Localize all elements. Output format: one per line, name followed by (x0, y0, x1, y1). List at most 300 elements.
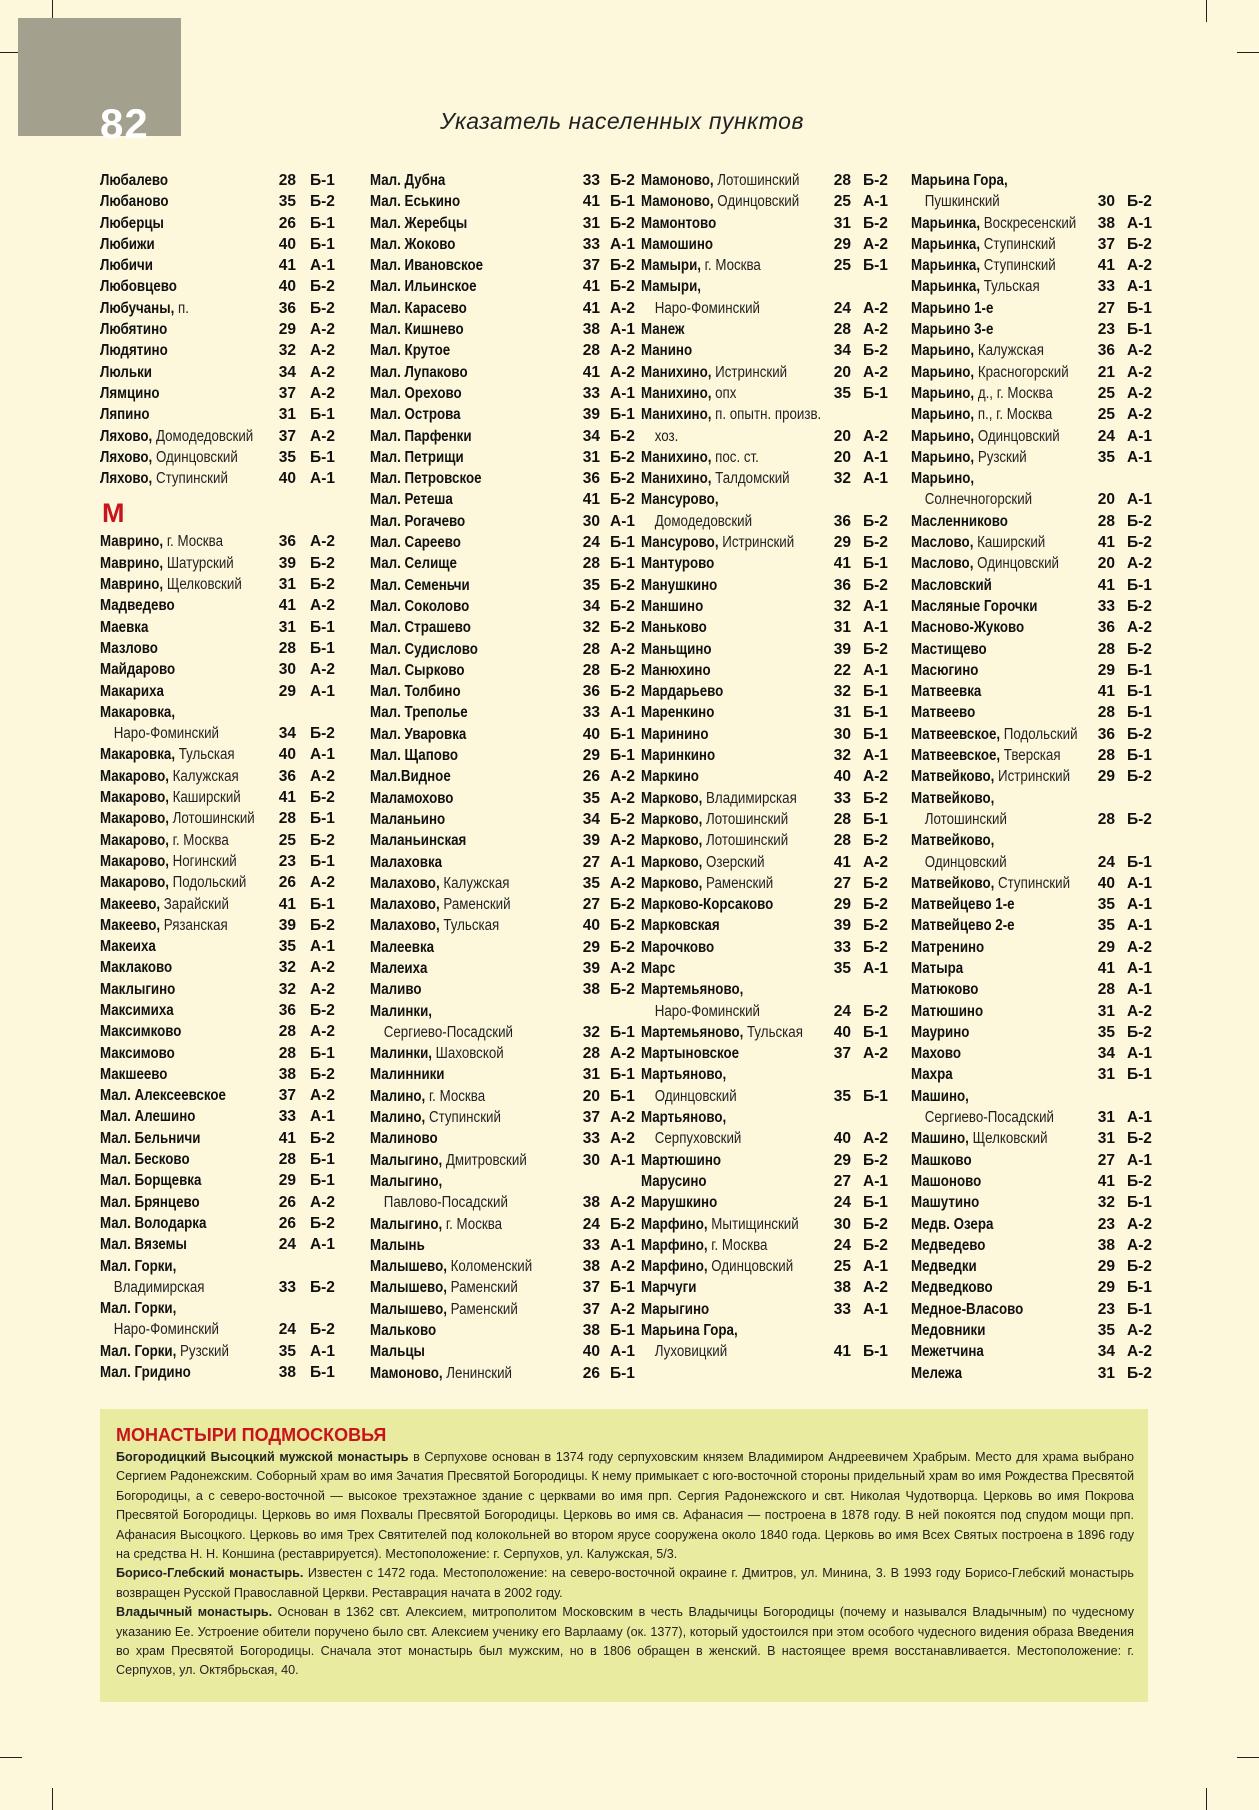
map-page-number: 37 (582, 1109, 600, 1127)
place-name (641, 340, 692, 361)
map-page-number: 33 (582, 172, 600, 189)
place-title: Марфино, (641, 1236, 708, 1254)
index-entry (911, 915, 1161, 936)
map-page-number: 29 (582, 938, 600, 956)
map-grid-square: Б-2 (1127, 768, 1152, 786)
place-title: Мал. Сареево (370, 534, 461, 552)
place-title: Любичи (100, 257, 153, 275)
map-grid-square: Б-1 (610, 534, 635, 552)
map-page-number: 41 (1097, 257, 1115, 275)
place-title: Матвеевка (911, 683, 982, 701)
place-title: Мал. Горки, (100, 1342, 177, 1360)
map-page-number: 36 (1097, 342, 1115, 360)
place-name (370, 1001, 432, 1022)
map-page-number: 27 (833, 874, 851, 892)
map-page-number: 30 (582, 512, 600, 530)
map-page-number: 31 (582, 448, 600, 466)
map-grid-square: Б-1 (863, 1343, 888, 1361)
place-qualifier: Лотошинский (924, 810, 1007, 828)
index-entry (100, 681, 340, 702)
place-name (100, 1234, 187, 1255)
place-name (641, 702, 714, 723)
map-grid-square: Б-2 (610, 491, 635, 509)
index-entry (100, 617, 340, 638)
place-title: Малино, (370, 1087, 426, 1105)
crop-mark (52, 1788, 53, 1810)
map-grid-square: А-1 (863, 747, 888, 765)
index-entry (641, 1192, 897, 1213)
map-page-number: 28 (278, 810, 296, 828)
monasteries-title: МОНАСТЫРИ ПОДМОСКОВЬЯ (116, 1425, 387, 1445)
place-title: Макарово, (100, 789, 169, 807)
place-title: Малино, (370, 1109, 426, 1127)
index-entry (641, 1341, 897, 1362)
map-grid-square: А-1 (610, 384, 635, 402)
index-entry (911, 1064, 1161, 1085)
place-title: Маланьино (370, 810, 446, 828)
map-page-number: 32 (1097, 1194, 1115, 1212)
map-page-number: 20 (833, 363, 851, 381)
map-page-number: 38 (1097, 214, 1115, 232)
place-name (370, 724, 466, 745)
map-grid-square: А-1 (610, 1236, 635, 1254)
map-grid-square: Б-1 (1127, 1194, 1152, 1212)
map-grid-square: А-1 (863, 448, 888, 466)
place-name (370, 298, 467, 319)
place-title: Масново-Жуково (911, 619, 1025, 637)
map-grid-square: Б-1 (310, 1044, 335, 1062)
map-grid-square: А-1 (1127, 278, 1152, 296)
place-name (370, 1064, 445, 1085)
place-name (641, 1150, 721, 1171)
place-name (100, 234, 155, 255)
place-name (100, 1256, 176, 1277)
index-entry (370, 298, 642, 319)
index-entry (370, 1150, 642, 1171)
map-page-number: 36 (278, 533, 296, 551)
map-grid-square: А-2 (863, 363, 888, 381)
place-name (370, 681, 461, 702)
place-qualifier: Павлово-Посадский (383, 1194, 508, 1212)
map-grid-square: Б-2 (1127, 235, 1152, 253)
place-name (641, 681, 723, 702)
place-name (100, 851, 237, 872)
place-title: Мал. Володарка (100, 1214, 207, 1232)
index-entry (911, 830, 1161, 851)
place-name (370, 511, 465, 532)
map-page-number: 28 (278, 1044, 296, 1062)
map-grid-square: А-2 (863, 1279, 888, 1297)
map-page-number: 32 (833, 597, 851, 615)
place-title: Малиново (370, 1130, 438, 1148)
place-name (641, 383, 736, 404)
map-page-number: 28 (833, 810, 851, 828)
map-grid-square: А-2 (863, 299, 888, 317)
index-entry (100, 1362, 340, 1383)
place-title: Макаровка, (100, 703, 176, 721)
index-entry (370, 681, 642, 702)
index-entry (911, 852, 1161, 873)
map-page-number: 36 (833, 512, 851, 530)
map-page-number: 31 (582, 214, 600, 232)
place-name (370, 553, 457, 574)
map-page-number: 28 (582, 640, 600, 658)
index-entry (100, 702, 340, 723)
map-grid-square: Б-2 (310, 299, 335, 317)
map-grid-square: А-2 (310, 427, 335, 445)
index-entry (641, 170, 897, 191)
place-qualifier: Домодедовский (155, 427, 254, 445)
place-name (911, 1277, 993, 1298)
index-entry (641, 639, 897, 660)
map-page-number: 30 (278, 661, 296, 679)
place-title: Мардарьево (641, 683, 724, 701)
place-title: Мал. Крутое (370, 342, 451, 360)
place-name (911, 660, 978, 681)
map-page-number: 41 (1097, 683, 1115, 701)
index-entry (100, 468, 340, 489)
map-grid-square: А-2 (1127, 363, 1152, 381)
index-entry (641, 1086, 897, 1107)
place-name (370, 1086, 485, 1107)
map-page-number: 41 (833, 1343, 851, 1361)
map-page-number: 41 (1097, 576, 1115, 594)
index-entry (641, 915, 897, 936)
place-title: Любовцево (100, 278, 177, 296)
place-name (100, 362, 152, 383)
map-page-number: 39 (582, 959, 600, 977)
index-entry (641, 1001, 897, 1022)
index-entry (911, 1043, 1161, 1064)
place-title: Мальково (370, 1322, 437, 1340)
map-page-number: 40 (278, 278, 296, 296)
map-grid-square: Б-1 (310, 1151, 335, 1169)
place-name (100, 787, 241, 808)
place-title: Масляные Горочки (911, 597, 1038, 615)
place-title: Мал. Треполье (370, 704, 468, 722)
map-grid-square: Б-2 (863, 917, 888, 935)
place-name (100, 468, 228, 489)
place-name (100, 1213, 206, 1234)
map-grid-square: А-2 (310, 959, 335, 977)
index-entry (370, 1022, 642, 1043)
map-page-number: 24 (582, 534, 600, 552)
index-entry (370, 553, 642, 574)
map-page-number: 41 (278, 597, 296, 615)
map-grid-square: А-2 (310, 1193, 335, 1211)
place-name (370, 894, 511, 915)
place-name (100, 255, 153, 276)
place-title: Мамонтово (641, 214, 717, 232)
place-qualifier: Ступинский (998, 874, 1071, 892)
place-title: Марьино, (911, 448, 975, 466)
map-grid-square: Б-1 (610, 1364, 635, 1382)
index-entry (370, 958, 642, 979)
map-page-number: 28 (278, 1023, 296, 1041)
place-title: Мартемьяново, (641, 1023, 744, 1041)
place-name (911, 447, 1027, 468)
map-grid-square: Б-2 (610, 917, 635, 935)
map-page-number: 39 (582, 406, 600, 424)
place-name (641, 745, 715, 766)
place-name (911, 1214, 993, 1235)
index-entry (370, 575, 642, 596)
place-name (370, 1256, 532, 1277)
map-grid-square: Б-1 (863, 1194, 888, 1212)
monastery-name: Богородицкий Высоцкий мужской монастырь (116, 1450, 409, 1464)
place-title: Малинки, (370, 1045, 432, 1063)
map-page-number: 33 (833, 1300, 851, 1318)
place-name (641, 404, 821, 425)
index-entry (911, 937, 1161, 958)
map-grid-square: А-1 (863, 661, 888, 679)
place-name (911, 1235, 985, 1256)
place-name (641, 788, 797, 809)
place-name (911, 702, 975, 723)
place-title: Межетчина (911, 1343, 984, 1361)
map-grid-square: А-2 (610, 768, 635, 786)
place-title: Матренино (911, 938, 985, 956)
index-entry (641, 383, 897, 404)
map-grid-square: Б-2 (610, 896, 635, 914)
index-entry (911, 489, 1161, 510)
index-column-3 (641, 170, 897, 1363)
place-name (911, 553, 1059, 574)
index-entry (370, 213, 642, 234)
index-entry (911, 596, 1161, 617)
map-grid-square: А-2 (863, 1130, 888, 1148)
map-grid-square: Б-1 (1127, 321, 1152, 339)
map-grid-square: Б-1 (863, 704, 888, 722)
index-entry (100, 1319, 340, 1340)
place-name (641, 1299, 709, 1320)
index-entry (370, 873, 642, 894)
place-name (370, 575, 470, 596)
index-entry (370, 191, 642, 212)
place-name (911, 468, 974, 489)
place-name (641, 298, 760, 319)
index-entry (641, 276, 897, 297)
map-page-number: 37 (278, 384, 296, 402)
monastery-description: в Серпухове основан в 1374 году серпуховским князем Владимиром Андреевичем Храбрым. Место для храма выбрано Сергием Радонежским. Соборный храм во имя Зачатия Пресвятой Богородицы. К нему примыкает с юго-восточной стороны придельный храм во имя Рождества Пресвятой Богородицы, а с северо-восточной — высокое трехэтажное здание с церквами во имя прп. Сергия Радонежского и свт. Николая Чудотворца. Церковь во имя Покрова Пресвятой Богородицы. Церковь во имя Похвалы Пресвятой Богородицы. Церковь во имя св. Афанасия — построена в 1878 году. В ней покоятся под спудом мощи прп. Афанасия Высоцкого. Церковь во имя Трех Святителей под колокольней во втором ярусе сооружена около 1840 года. Церковь во имя Всех Святых построена в 1896 году на средства Н. Н. Коншина (реставрируется). Местоположение: г. Серпухов, ул. Калужская, 5/3. (116, 1450, 1134, 1562)
place-title: Майдарово (100, 661, 176, 679)
place-name (100, 1000, 174, 1021)
map-page-number: 35 (833, 384, 851, 402)
place-name (100, 1043, 175, 1064)
place-title: Малышево, (370, 1300, 447, 1318)
map-grid-square: А-2 (610, 299, 635, 317)
index-entry (641, 1235, 897, 1256)
map-grid-square: Б-1 (863, 725, 888, 743)
map-grid-square: Б-1 (1127, 661, 1152, 679)
map-grid-square: А-2 (310, 363, 335, 381)
index-entry (911, 1363, 1161, 1384)
map-grid-square: А-2 (863, 235, 888, 253)
place-name (100, 383, 160, 404)
map-grid-square: А-2 (1127, 619, 1152, 637)
map-page-number: 41 (582, 278, 600, 296)
map-grid-square: А-2 (610, 789, 635, 807)
index-entry (100, 872, 340, 893)
map-grid-square: А-2 (610, 640, 635, 658)
place-name (911, 1320, 985, 1341)
place-name (370, 362, 468, 383)
place-name (911, 426, 1060, 447)
map-grid-square: А-1 (1127, 448, 1152, 466)
place-title: Матвейково, (911, 874, 995, 892)
index-entry (370, 1001, 642, 1022)
index-entry (100, 830, 340, 851)
map-grid-square: А-2 (1127, 555, 1152, 573)
map-grid-square: А-1 (1127, 427, 1152, 445)
place-name (641, 1277, 696, 1298)
place-title: Манеж (641, 321, 685, 339)
place-qualifier: Калужская (977, 342, 1044, 360)
index-entry (100, 744, 340, 765)
place-title: Машино, (911, 1087, 969, 1105)
place-name (911, 1171, 981, 1192)
map-grid-square: Б-2 (863, 342, 888, 360)
map-grid-square: Б-2 (310, 278, 335, 296)
map-page-number: 41 (1097, 534, 1115, 552)
map-page-number: 27 (582, 896, 600, 914)
map-grid-square: Б-2 (610, 278, 635, 296)
place-qualifier: опх (715, 384, 737, 402)
place-name (641, 979, 743, 1000)
place-name (100, 936, 156, 957)
place-qualifier: Истринский (715, 363, 788, 381)
map-page-number: 34 (582, 597, 600, 615)
map-grid-square: А-1 (310, 938, 335, 956)
map-grid-square: Б-2 (1127, 1023, 1152, 1041)
place-title: Медведево (911, 1236, 986, 1254)
index-entry (370, 383, 642, 404)
place-name (370, 852, 442, 873)
map-page-number: 33 (1097, 278, 1115, 296)
index-entry (641, 1043, 897, 1064)
place-title: Мамошино (641, 235, 714, 253)
place-title: Мартьяново, (641, 1109, 727, 1127)
map-page-number: 41 (582, 299, 600, 317)
map-grid-square: Б-2 (1127, 597, 1152, 615)
place-title: Марьино, (911, 427, 975, 445)
map-page-number: 38 (1097, 1236, 1115, 1254)
index-entry (100, 1277, 340, 1298)
map-page-number: 38 (833, 1279, 851, 1297)
map-page-number: 26 (278, 874, 296, 892)
index-entry (100, 1298, 340, 1319)
map-page-number: 31 (833, 704, 851, 722)
place-qualifier: Мытищинский (711, 1215, 799, 1233)
place-qualifier: г. Москва (711, 1236, 768, 1254)
place-name (641, 617, 707, 638)
map-grid-square: А-1 (310, 470, 335, 488)
place-name (911, 1363, 962, 1384)
place-title: Марьино, (911, 470, 975, 488)
crop-mark (0, 1757, 22, 1758)
place-title: Марочково (641, 938, 715, 956)
place-name (100, 723, 219, 744)
place-name (911, 809, 1007, 830)
place-name (100, 276, 177, 297)
place-title: Мал. Уваровка (370, 725, 467, 743)
place-name (100, 915, 228, 936)
index-entry (100, 723, 340, 744)
index-entry (370, 255, 642, 276)
place-qualifier: Ступинский (428, 1109, 501, 1127)
place-qualifier: Домодедовский (654, 512, 753, 530)
index-entry (641, 681, 897, 702)
map-page-number: 39 (833, 640, 851, 658)
place-title: Марьинка, (911, 214, 981, 232)
place-title: Мал. Дубна (370, 172, 446, 189)
map-grid-square: А-2 (610, 832, 635, 850)
map-grid-square: Б-2 (863, 789, 888, 807)
place-title: Люберцы (100, 214, 164, 232)
index-entry (911, 1320, 1161, 1341)
place-qualifier: Тверская (1003, 747, 1061, 765)
place-name (641, 915, 720, 936)
map-grid-square: Б-1 (1127, 704, 1152, 722)
map-page-number: 25 (833, 193, 851, 211)
place-title: Матвеево (911, 704, 976, 722)
place-title: Мамыри, (641, 278, 701, 296)
map-page-number: 35 (278, 938, 296, 956)
place-qualifier: Щелковский (972, 1130, 1048, 1148)
place-title: Марково-Корсаково (641, 896, 774, 914)
map-grid-square: А-1 (610, 704, 635, 722)
map-grid-square: Б-1 (310, 1172, 335, 1190)
map-grid-square: А-2 (1127, 1002, 1152, 1020)
map-page-number: 24 (278, 1321, 296, 1339)
index-entry (641, 255, 897, 276)
place-name (641, 1171, 707, 1192)
index-entry (641, 532, 897, 553)
map-page-number: 29 (1097, 1258, 1115, 1276)
place-title: Мадведево (100, 597, 175, 615)
place-qualifier: Одинцовский (977, 555, 1060, 573)
place-name (370, 979, 422, 1000)
place-name (370, 255, 483, 276)
map-page-number: 27 (1097, 299, 1115, 317)
map-page-number: 33 (1097, 597, 1115, 615)
map-page-number: 32 (278, 959, 296, 977)
index-column-1 (100, 170, 340, 1383)
place-qualifier: Одинцовский (924, 853, 1007, 871)
index-entry (100, 1192, 340, 1213)
index-entry (911, 660, 1161, 681)
place-title: Матвейцево 2-е (911, 917, 1015, 935)
place-title: Мал. Селище (370, 555, 457, 573)
map-grid-square: Б-2 (610, 576, 635, 594)
index-entry (100, 1234, 340, 1255)
place-title: Макшеево (100, 1065, 168, 1083)
place-title: Маньково (641, 619, 707, 637)
monastery-name: Борисо-Глебский монастырь. (116, 1566, 304, 1581)
map-page-number: 31 (833, 619, 851, 637)
map-grid-square: Б-1 (1127, 1300, 1152, 1318)
place-title: Любалево (100, 172, 169, 189)
place-qualifier: Рузский (977, 448, 1027, 466)
map-page-number: 41 (582, 193, 600, 211)
crop-mark (1237, 52, 1259, 53)
map-grid-square: А-2 (610, 1109, 635, 1127)
index-entry (641, 1214, 897, 1235)
index-entry (370, 170, 642, 191)
place-title: Мансурово, (641, 491, 719, 509)
place-name (370, 191, 460, 212)
index-entry (911, 1214, 1161, 1235)
